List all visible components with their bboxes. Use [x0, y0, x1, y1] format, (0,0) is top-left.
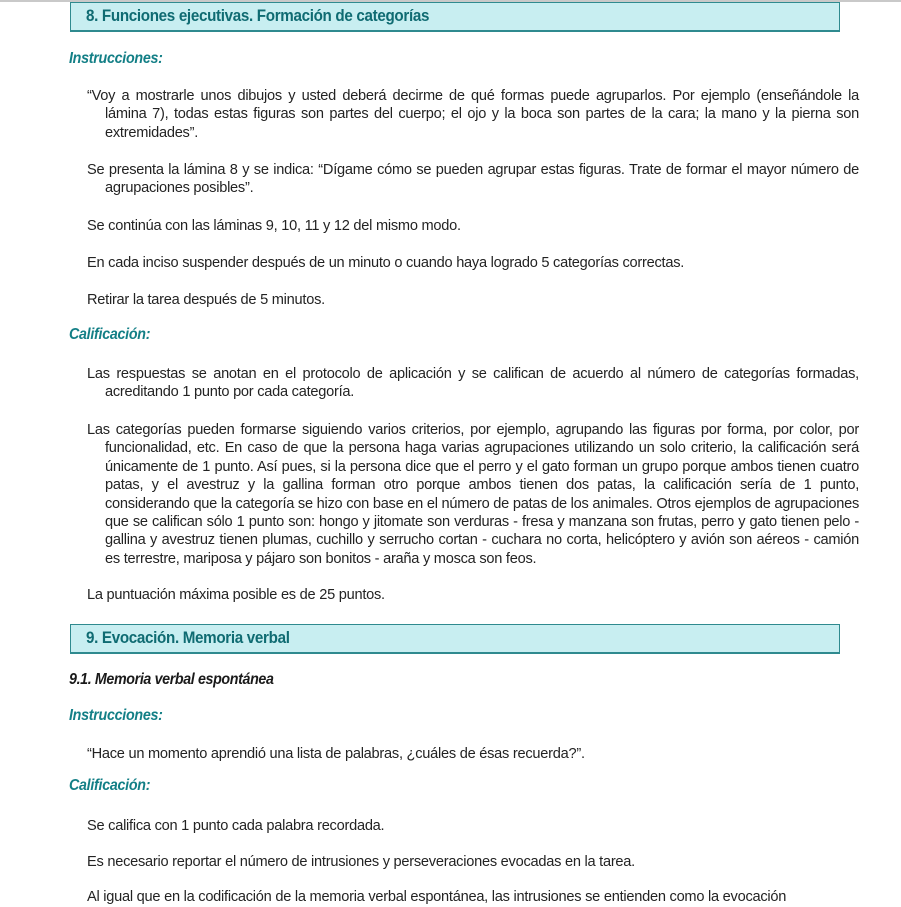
section-8-scoring-label: Calificación: [69, 326, 151, 343]
section-9-scoring-paragraph: Al igual que en la codificación de la memoria verbal espontánea, las intrusiones se entienden como la evocación [87, 889, 787, 905]
section-8-instruction-paragraph: En cada inciso suspender después de un minuto o cuando haya logrado 5 categorías correctas. [87, 255, 685, 271]
section-8-scoring-paragraph: Las categorías pueden formarse siguiendo varios criterios, por ejemplo, agrupando las figuras por forma, por color, por funcionalidad, etc. En caso de que la persona haga varias agrupaciones utilizando un solo criterio, la calificación será únicamente de 1 punto. Así pues, si la persona dice que el perro y el gato forman un grupo porque ambos tienen cuatro patas, y el avestruz y la gallina forman otro porque ambos tienen dos patas, la calificación sería de 1 punto, considerando que la categoría se hizo con base en el número de patas de los animales. Otros ejemplos de agrupaciones que se califican sólo 1 punto son: hongo y jitomate son verduras - fresa y manzana son frutas, perro y gato tienen pelo - gallina y avestruz tienen plumas, cuchillo y serrucho cortan - cuchara no corta, helicóptero y avión son aéreos - camión es terrestre, mariposa y pájaro son bonitos - araña y mosca son feos. [87, 422, 859, 567]
section-8-scoring-paragraph: Las respuestas se anotan en el protocolo de aplicación y se califican de acuerdo al número de categorías formadas, acreditando 1 punto por cada categoría. [87, 366, 859, 401]
section-8-scoring-paragraph: La puntuación máxima posible es de 25 puntos. [87, 587, 385, 603]
section-8-instruction-paragraph: “Voy a mostrarle unos dibujos y usted deberá decirme de qué formas puede agruparlos. Por ejemplo (enseñándole la lámina 7), todas estas figuras son partes del cuerpo; el ojo y la boca son partes de la cara; la mano y la pierna son extremidades”. [87, 88, 859, 141]
section-9-scoring-paragraph: Se califica con 1 punto cada palabra recordada. [87, 818, 385, 834]
section-8-instruction-paragraph: Se continúa con las láminas 9, 10, 11 y 12 del mismo modo. [87, 218, 461, 234]
section-9-instructions-label: Instrucciones: [69, 707, 163, 724]
section-9-1-subheading: 9.1. Memoria verbal espontánea [69, 671, 274, 688]
section-8-instructions-label: Instrucciones: [69, 50, 163, 67]
section-8-title: 8. Funciones ejecutivas. Formación de categorías [86, 7, 430, 25]
section-8-title-bar [70, 2, 840, 32]
section-9-title-bar [70, 624, 840, 654]
section-8-instruction-paragraph: Se presenta la lámina 8 y se indica: “Dígame cómo se pueden agrupar estas figuras. Trate de formar el mayor número de agrupaciones posibles”. [87, 162, 859, 197]
section-8-instruction-paragraph: Retirar la tarea después de 5 minutos. [87, 292, 325, 308]
section-9-scoring-paragraph: Es necesario reportar el número de intrusiones y perseveraciones evocadas en la tarea. [87, 854, 635, 870]
section-9-scoring-label: Calificación: [69, 777, 151, 794]
section-9-title: 9. Evocación. Memoria verbal [86, 629, 290, 647]
section-9-instruction-paragraph: “Hace un momento aprendió una lista de palabras, ¿cuáles de ésas recuerda?”. [87, 746, 585, 762]
